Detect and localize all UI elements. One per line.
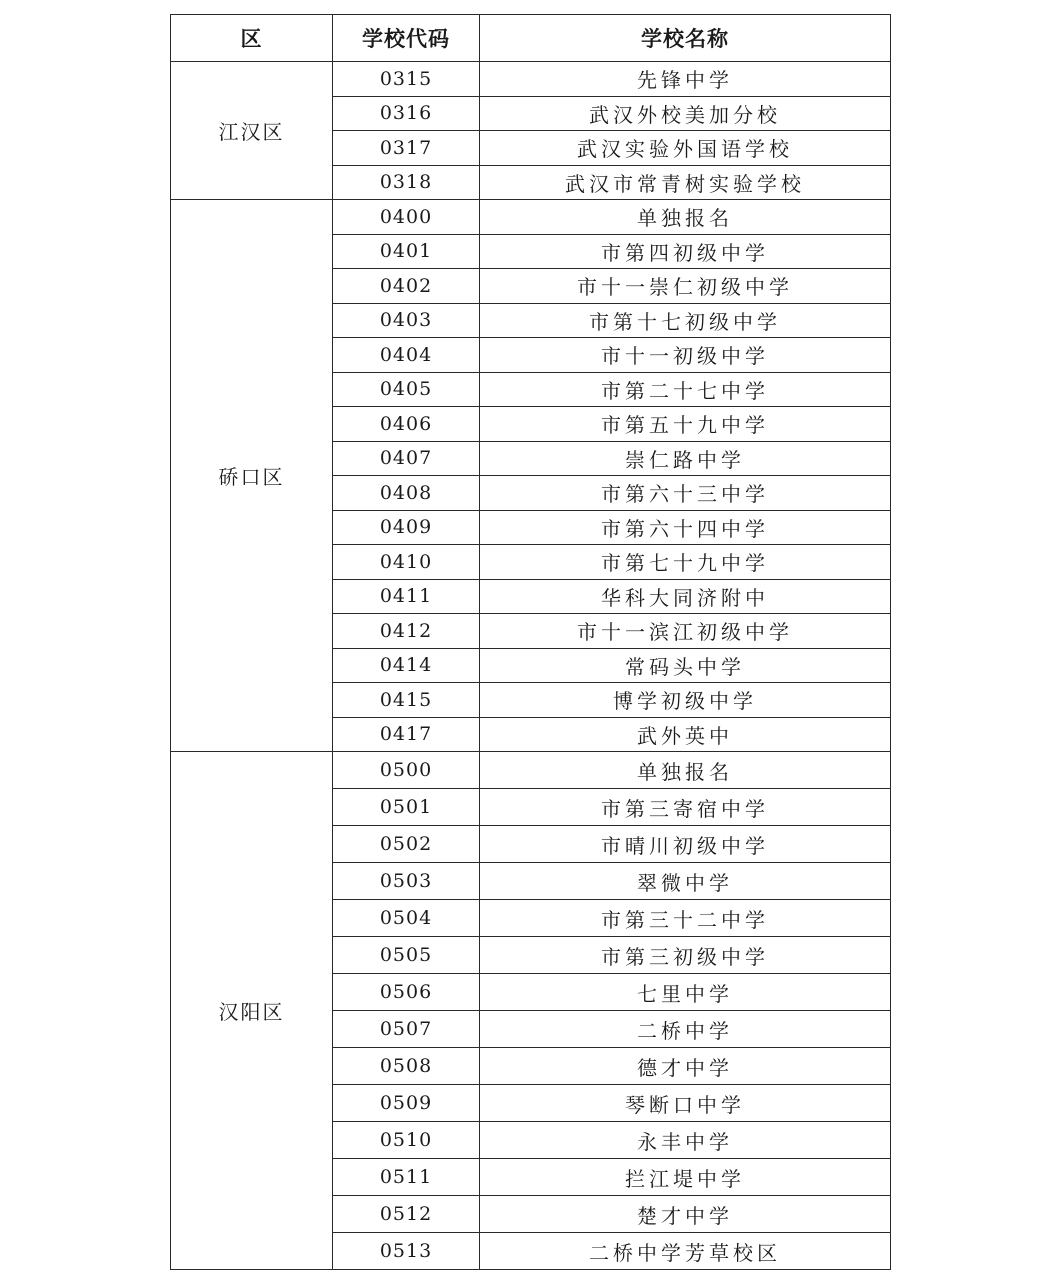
school-name-cell: 武汉市常青树实验学校 (480, 165, 891, 200)
school-name-cell: 崇仁路中学 (480, 441, 891, 476)
header-name: 学校名称 (480, 15, 891, 62)
school-code-cell: 0400 (333, 200, 480, 235)
school-name-cell: 市第二十七中学 (480, 372, 891, 407)
school-code-cell: 0502 (333, 826, 480, 863)
school-code-cell: 0501 (333, 789, 480, 826)
district-group-hanyang (171, 752, 891, 1270)
school-name-cell: 永丰中学 (480, 1122, 891, 1159)
school-name-cell: 琴断口中学 (480, 1085, 891, 1122)
school-code-cell: 0412 (333, 614, 480, 649)
school-code-cell: 0410 (333, 545, 480, 580)
table-row (171, 752, 891, 789)
header-district: 区 (171, 15, 333, 62)
school-code-cell: 0505 (333, 937, 480, 974)
school-name-cell: 市第十七初级中学 (480, 303, 891, 338)
school-name-cell: 常码头中学 (480, 648, 891, 683)
school-name-cell: 单独报名 (480, 200, 891, 235)
school-name-cell: 市第六十四中学 (480, 510, 891, 545)
school-name-cell: 市晴川初级中学 (480, 826, 891, 863)
school-code-cell: 0316 (333, 96, 480, 131)
school-code-cell: 0508 (333, 1048, 480, 1085)
school-code-cell: 0506 (333, 974, 480, 1011)
school-name-cell: 翠微中学 (480, 863, 891, 900)
district-cell: 硚口区 (171, 200, 333, 752)
school-code-cell: 0409 (333, 510, 480, 545)
school-code-cell: 0404 (333, 338, 480, 373)
school-name-cell: 七里中学 (480, 974, 891, 1011)
school-code-cell: 0405 (333, 372, 480, 407)
school-name-cell: 市第五十九中学 (480, 407, 891, 442)
school-code-cell: 0509 (333, 1085, 480, 1122)
school-code-cell: 0512 (333, 1196, 480, 1233)
school-name-cell: 市第三十二中学 (480, 900, 891, 937)
school-code-cell: 0401 (333, 234, 480, 269)
school-code-cell: 0315 (333, 62, 480, 97)
school-name-cell: 博学初级中学 (480, 683, 891, 718)
school-code-cell: 0510 (333, 1122, 480, 1159)
school-name-cell: 市十一崇仁初级中学 (480, 269, 891, 304)
school-code-cell: 0415 (333, 683, 480, 718)
school-name-cell: 市第三初级中学 (480, 937, 891, 974)
header-code: 学校代码 (333, 15, 480, 62)
school-code-cell: 0406 (333, 407, 480, 442)
table-row (171, 200, 891, 235)
district-cell: 汉阳区 (171, 752, 333, 1270)
school-name-cell: 拦江堤中学 (480, 1159, 891, 1196)
school-name-cell: 市第七十九中学 (480, 545, 891, 580)
school-name-cell: 二桥中学 (480, 1011, 891, 1048)
school-code-cell: 0317 (333, 131, 480, 166)
school-code-cell: 0503 (333, 863, 480, 900)
school-name-cell: 二桥中学芳草校区 (480, 1233, 891, 1270)
school-name-cell: 市十一滨江初级中学 (480, 614, 891, 649)
district-group-qiaokou (171, 200, 891, 752)
school-name-cell: 武汉外校美加分校 (480, 96, 891, 131)
school-code-cell: 0504 (333, 900, 480, 937)
table-row (171, 62, 891, 97)
school-name-cell: 市十一初级中学 (480, 338, 891, 373)
school-code-cell: 0511 (333, 1159, 480, 1196)
school-name-cell: 华科大同济附中 (480, 579, 891, 614)
school-name-cell: 市第四初级中学 (480, 234, 891, 269)
school-code-cell: 0403 (333, 303, 480, 338)
school-name-cell: 市第三寄宿中学 (480, 789, 891, 826)
school-code-cell: 0318 (333, 165, 480, 200)
school-code-cell: 0408 (333, 476, 480, 511)
school-code-cell: 0500 (333, 752, 480, 789)
school-code-cell: 0411 (333, 579, 480, 614)
school-name-cell: 德才中学 (480, 1048, 891, 1085)
school-code-cell: 0417 (333, 717, 480, 752)
school-code-cell: 0414 (333, 648, 480, 683)
district-cell: 江汉区 (171, 62, 333, 200)
school-code-cell: 0513 (333, 1233, 480, 1270)
school-name-cell: 市第六十三中学 (480, 476, 891, 511)
school-name-cell: 楚才中学 (480, 1196, 891, 1233)
header-row (171, 15, 891, 62)
school-code-cell: 0407 (333, 441, 480, 476)
school-name-cell: 武汉实验外国语学校 (480, 131, 891, 166)
school-code-cell: 0507 (333, 1011, 480, 1048)
school-code-table (170, 14, 891, 1270)
school-name-cell: 先锋中学 (480, 62, 891, 97)
school-name-cell: 单独报名 (480, 752, 891, 789)
district-group-jianghan (171, 62, 891, 200)
school-name-cell: 武外英中 (480, 717, 891, 752)
school-code-cell: 0402 (333, 269, 480, 304)
